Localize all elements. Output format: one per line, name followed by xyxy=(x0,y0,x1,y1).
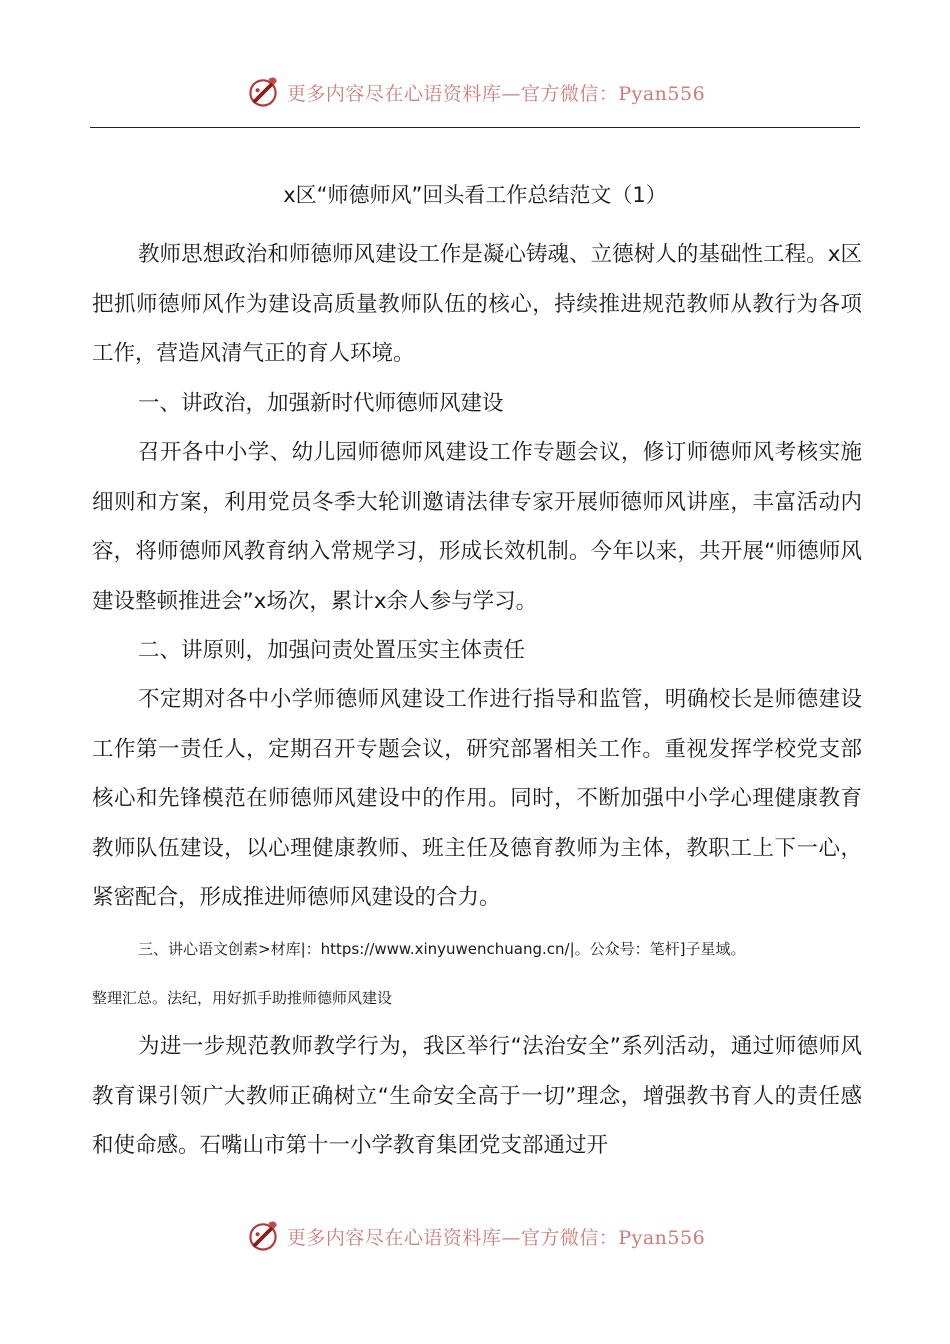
header-divider xyxy=(90,127,860,128)
document-title: x区“师德师风”回头看工作总结范文（1） xyxy=(283,183,667,207)
footer-banner xyxy=(0,1214,950,1258)
section1-paragraph: 召开各中小学、幼儿园师德师风建设工作专题会议，修订师德师风考核实施细则和方案，利用党员冬季大轮训邀请法律专家开展师德师风讲座，丰富活动内容，将师德师风教育纳入常规学习，形成长效机制。今年以来，共开展“师德师风建设整顿推进会”x场次，累计x余人参与学习。 xyxy=(92,440,862,614)
section3-paragraph: 为进一步规范教师教学行为，我区举行“法治安全”系列活动，通过师德师风教育课引领广大教师正确树立“生命安全高于一切”理念，增强教书育人的责任感和使命感。石嘴山市第十一小学教育集团党支部通过开 xyxy=(92,1034,862,1159)
intro-paragraph: 教师思想政治和师德师风建设工作是凝心铸魂、立德树人的基础性工程。x区把抓师德师风作为建设高质量教师队伍的核心，持续推进规范教师从教行为各项工作，营造风清气正的育人环境。 xyxy=(92,242,862,367)
pen-nib-circle-logo-icon xyxy=(245,74,281,110)
pen-nib-circle-logo-icon xyxy=(245,1218,281,1254)
header-banner-text: 更多内容尽在心语资料库—官方微信：Pyan556 xyxy=(286,82,706,105)
header-banner xyxy=(0,70,950,114)
section2-paragraph: 不定期对各中小学师德师风建设工作进行指导和监管，明确校长是师德建设工作第一责任人，定期召开专题会议，研究部署相关工作。重视发挥学校党支部核心和先锋模范在师德师风建设中的作用。同时，不断加强中小学心理健康教育教师队伍建设，以心理健康教师、班主任及德育教师为主体，教职工上下一心，紧密配合，形成推进师德师风建设的合力。 xyxy=(92,687,862,911)
section1-heading: 一、讲政治，加强新时代师德师风建设 xyxy=(138,391,504,416)
section2-heading: 二、讲原则，加强问责处置压实主体责任 xyxy=(138,638,526,663)
footer-banner-text: 更多内容尽在心语资料库—官方微信：Pyan556 xyxy=(286,1226,706,1249)
section3-heading-line2: 整理汇总。法纪，用好抓手助推师德师风建设 xyxy=(92,989,393,1007)
section3-heading-line1: 三、讲心语文创素>材库|：https://www.xinyuwenchuang.cn/|。公众号：笔杆]子星域。 xyxy=(138,940,746,958)
